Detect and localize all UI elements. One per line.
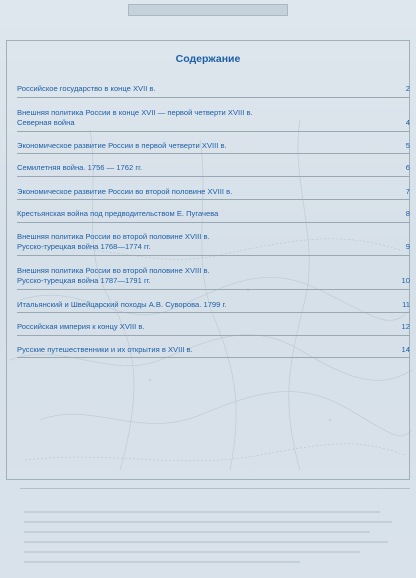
toc-entry[interactable] [17, 322, 410, 336]
toc-entry[interactable] [17, 345, 410, 359]
toc-entry-text: Русско-турецкая война 1787—1791 гг. [17, 276, 151, 285]
toc-entry-text: Внешняя политика России во второй половине XVIII в. [17, 231, 210, 241]
toc-entry[interactable] [17, 163, 410, 177]
toc-page-number: 8 [405, 209, 410, 218]
toc-page-number: 6 [405, 163, 410, 172]
toc-entry-text: Итальянский и Швейцарский походы А.В. Суворова. 1799 г. [17, 299, 227, 309]
toc-entry-text: Русские путешественники и их открытия в XVIII в. [17, 344, 193, 354]
toc-page-number: 12 [401, 322, 410, 331]
toc-entry[interactable] [17, 84, 410, 98]
toc-entry[interactable] [17, 187, 410, 201]
toc-page-number: 4 [405, 118, 410, 127]
toc-entry-text: Экономическое развитие России во второй половине XVIII в. [17, 186, 233, 196]
table-of-contents [17, 84, 410, 358]
toc-entry[interactable] [17, 300, 410, 314]
toc-entry[interactable] [17, 232, 410, 256]
toc-page-number: 10 [401, 276, 410, 285]
toc-entry-text: Семилетняя война. 1756 — 1762 гг. [17, 163, 143, 172]
toc-entry-text: Экономическое развитие России в первой четверти XVIII в. [17, 140, 227, 150]
toc-entry-text: Внешняя политика России во второй половине XVIII в. [17, 265, 210, 275]
toc-entry-text: Крестьянская война под предводительством Е. Пугачева [17, 209, 219, 218]
toc-entry-text: Внешняя политика России в конце XVII — первой четверти XVIII в. [17, 107, 253, 117]
page-title: Содержание [175, 53, 241, 65]
toc-entry[interactable] [17, 266, 410, 290]
toc-entry[interactable] [17, 108, 410, 132]
toc-page-number: 14 [401, 344, 410, 354]
header-strip [128, 4, 288, 16]
toc-entry-text: Российская империя к концу XVIII в. [17, 322, 145, 331]
toc-entry-text: Русско-турецкая война 1768—1774 гг. [17, 242, 151, 251]
toc-page-number: 5 [405, 140, 410, 150]
toc-page-number: 9 [405, 242, 410, 251]
toc-entry-text: Северная война [17, 118, 75, 127]
toc-page-number: 11 [402, 299, 410, 309]
toc-entry[interactable] [17, 141, 410, 155]
toc-page-number: 2 [405, 84, 410, 93]
legend-area [20, 488, 410, 572]
toc-entry[interactable] [17, 209, 410, 223]
toc-page-number: 7 [405, 186, 410, 196]
toc-entry-text: Российское государство в конце XVII в. [17, 84, 156, 93]
